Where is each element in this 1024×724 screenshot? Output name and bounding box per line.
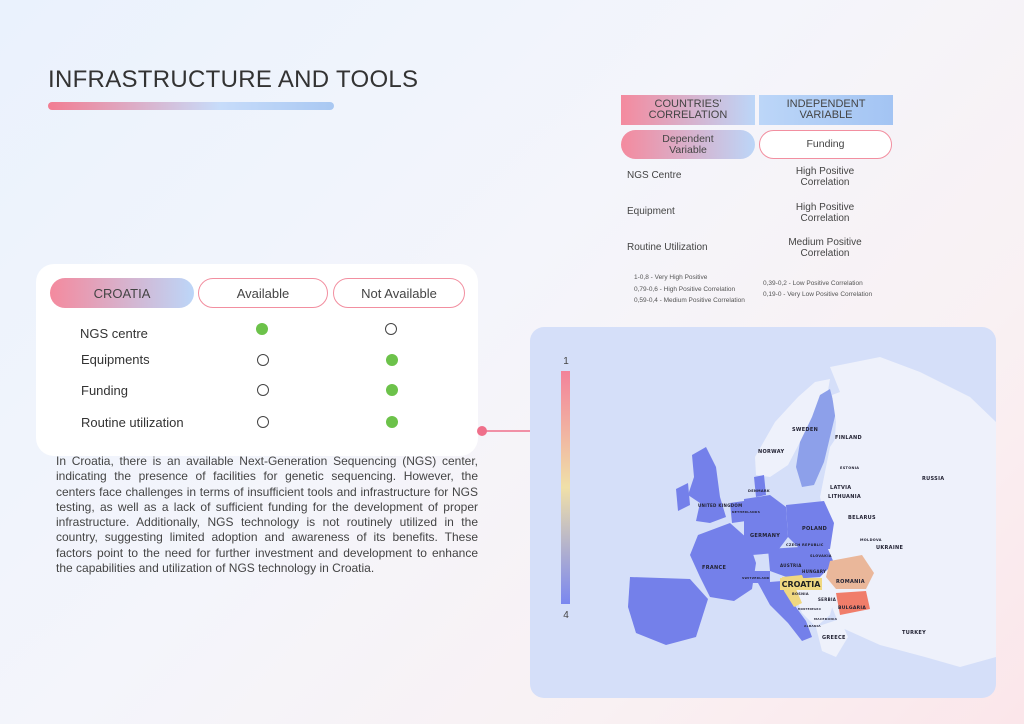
- map-label-estonia: ESTONIA: [840, 466, 860, 470]
- map-label-norway: NORWAY: [758, 449, 785, 455]
- map-label-finland: FINLAND: [835, 435, 862, 441]
- legend-high: 0,79-0,6 - High Positive Correlation: [634, 286, 736, 293]
- map-label-greece: GREECE: [822, 635, 846, 641]
- row-label-equipment: Equipment: [627, 206, 675, 217]
- poland-shape: [786, 501, 834, 549]
- independent-variable-header: INDEPENDENT VARIABLE: [759, 95, 893, 125]
- row-label-funding: Funding: [81, 383, 128, 398]
- map-label-hungary: HUNGARY: [802, 569, 827, 574]
- row-value-ngs-centre: High Positive Correlation: [795, 166, 855, 188]
- europe-map-panel: [530, 327, 996, 698]
- legend-low: 0,39-0,2 - Low Positive Correlation: [763, 280, 863, 287]
- map-label-germany: GERMANY: [750, 533, 781, 539]
- map-label-ukraine: UKRAINE: [876, 545, 904, 551]
- map-label-albania: ALBANIA: [804, 624, 821, 628]
- available-column-header: Available: [198, 278, 328, 308]
- map-label-serbia: SERBIA: [818, 597, 837, 602]
- row-value-equipment: High Positive Correlation: [795, 202, 855, 224]
- map-label-moldova: MOLDOVA: [860, 538, 882, 542]
- map-label-france: FRANCE: [702, 565, 727, 571]
- denmark-shape: [754, 475, 766, 497]
- map-label-belarus: BELARUS: [848, 515, 876, 521]
- map-label-slovakia: SLOVAKIA: [810, 554, 832, 558]
- map-label-russia: RUSSIA: [922, 476, 945, 482]
- row-value-routine-utilization: Medium Positive Correlation: [788, 237, 862, 259]
- map-label-macedonia: MACEDONIA: [814, 617, 838, 621]
- scale-bottom-label: 4: [563, 610, 569, 621]
- map-label-romania: ROMANIA: [836, 579, 865, 585]
- row-label-equipments: Equipments: [81, 352, 150, 367]
- row-label-routine-utilization: Routine Utilization: [627, 242, 708, 253]
- legend-medium: 0,59-0,4 - Medium Positive Correlation: [634, 297, 745, 304]
- row-label-ngs-centre: NGS centre: [80, 326, 148, 341]
- map-label-bosnia: BOSNIA: [792, 592, 809, 596]
- map-label-austria: AUSTRIA: [780, 563, 802, 568]
- not-available-column-header: Not Available: [333, 278, 465, 308]
- germany-shape: [744, 495, 788, 555]
- dependent-variable-pill: Dependent Variable: [621, 130, 755, 159]
- color-scale-bar: [561, 371, 570, 604]
- legend-very-high: 1-0,8 - Very High Positive: [634, 274, 708, 281]
- ireland-shape: [676, 483, 690, 511]
- map-label-switzerland: SWITZERLAND: [742, 576, 770, 580]
- uk-shape: [688, 447, 726, 523]
- row-label-ngs-centre: NGS Centre: [627, 170, 682, 181]
- map-label-latvia: LATVIA: [830, 485, 852, 491]
- row-label-routine-utilization: Routine utilization: [81, 415, 184, 430]
- map-label-poland: POLAND: [802, 526, 828, 532]
- iberia-shape: [628, 577, 708, 645]
- description-paragraph: In Croatia, there is an available Next-Generation Sequencing (NGS) center, indicating the presence of facilities for genetic sequencing. However, the centers face challenges in terms of insufficient tools and infrastructure for NGS testing, as well as a lack of sufficient funding for the development of proper infrastructure. Additionally, NGS technology is not routinely utilized in the country, suggesting limited adoption and awareness of its benefits. These factors point to the need for further investment and development to enhance the capabilities and utilization of NGS technology in Croatia.: [56, 454, 478, 576]
- map-label-uk: UNITED KINGDOM: [698, 503, 743, 508]
- map-label-sweden: SWEDEN: [792, 427, 819, 433]
- map-label-bulgaria: BULGARIA: [838, 606, 867, 611]
- map-label-denmark: DENMARK: [748, 489, 770, 493]
- countries-correlation-header: COUNTRIES' CORRELATION: [621, 95, 755, 125]
- map-label-czech: CZECH REPUBLIC: [786, 543, 824, 547]
- legend-very-low: 0,19-0 - Very Low Positive Correlation: [763, 291, 873, 298]
- map-label-lithuania: LITHUANIA: [828, 494, 862, 500]
- map-label-turkey: TURKEY: [902, 630, 927, 636]
- scale-top-label: 1: [563, 356, 569, 367]
- europe-map: [530, 327, 996, 698]
- country-pill: CROATIA: [50, 278, 194, 308]
- page-title: INFRASTRUCTURE AND TOOLS: [48, 66, 419, 93]
- map-label-netherlands: NETHERLANDS: [732, 510, 761, 514]
- map-label-montenegro: MONTENEGRO: [798, 608, 822, 611]
- funding-pill: Funding: [759, 130, 892, 159]
- croatia-map-label: CROATIA: [781, 580, 821, 589]
